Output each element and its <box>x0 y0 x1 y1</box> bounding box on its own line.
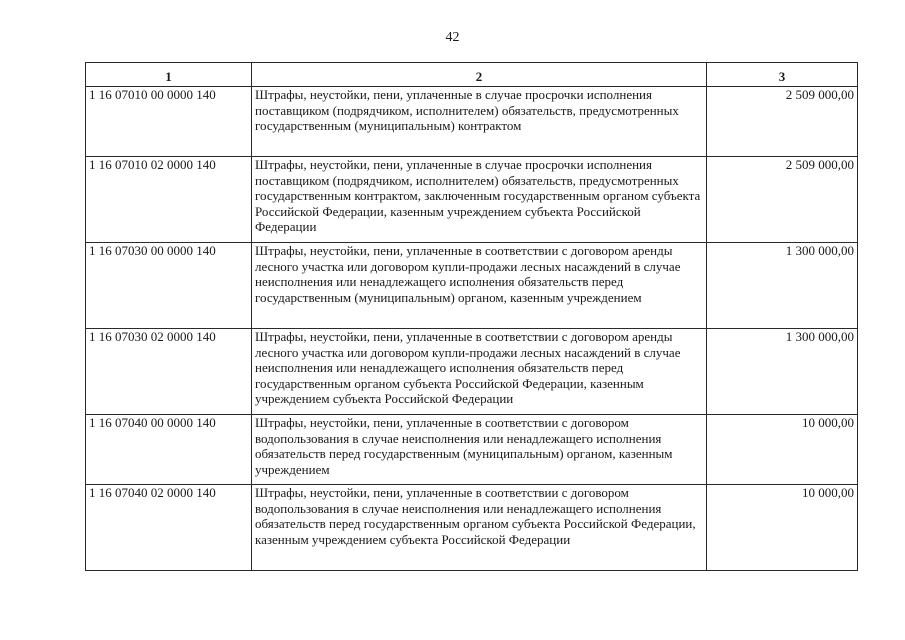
classification-code: 1 16 07010 00 0000 140 <box>86 87 252 157</box>
revenue-description: Штрафы, неустойки, пени, уплаченные в соответствии с договором аренды лесного участка или договором купли-продажи лесных насаждений в случае неисполнения или ненадлежащего исполнения обязательств перед государственным (муниципальным) органом, казенным учреждением <box>252 243 707 329</box>
revenue-description: Штрафы, неустойки, пени, уплаченные в соответствии с договором водопользования в случае неисполнения или ненадлежащего исполнения обязательств перед государственным органом субъекта Российской Федерации, казенным учреждением субъекта Российской Федерации <box>252 485 707 571</box>
table-header-row <box>86 63 858 87</box>
table-row <box>86 415 858 485</box>
classification-code: 1 16 07040 02 0000 140 <box>86 485 252 571</box>
classification-code: 1 16 07030 00 0000 140 <box>86 243 252 329</box>
revenue-description: Штрафы, неустойки, пени, уплаченные в соответствии с договором водопользования в случае неисполнения или ненадлежащего исполнения обязательств перед государственным (муниципальным) органом, казенным учреждением <box>252 415 707 485</box>
page-number: 42 <box>445 30 460 45</box>
revenue-amount: 1 300 000,00 <box>707 329 858 415</box>
classification-code: 1 16 07040 00 0000 140 <box>86 415 252 485</box>
revenue-amount: 10 000,00 <box>707 415 858 485</box>
table-row <box>86 485 858 571</box>
table-row <box>86 157 858 243</box>
classification-code: 1 16 07010 02 0000 140 <box>86 157 252 243</box>
table-row <box>86 243 858 329</box>
revenue-description: Штрафы, неустойки, пени, уплаченные в случае просрочки исполнения поставщиком (подрядчиком, исполнителем) обязательств, предусмотренных государственным (муниципальным) контрактом <box>252 87 707 157</box>
classification-code: 1 16 07030 02 0000 140 <box>86 329 252 415</box>
revenue-description: Штрафы, неустойки, пени, уплаченные в случае просрочки исполнения поставщиком (подрядчиком, исполнителем) обязательств, предусмотренных государственным контрактом, заключенным государственным органом субъекта Российской Федерации, казенным учреждением субъекта Российской Федерации <box>252 157 707 243</box>
column-header-amount: 3 <box>707 63 858 87</box>
table-row <box>86 329 858 415</box>
revenue-amount: 10 000,00 <box>707 485 858 571</box>
revenue-amount: 2 509 000,00 <box>707 157 858 243</box>
budget-revenue-table <box>85 62 858 571</box>
revenue-description: Штрафы, неустойки, пени, уплаченные в соответствии с договором аренды лесного участка или договором купли-продажи лесных насаждений в случае неисполнения или ненадлежащего исполнения обязательств перед государственным органом субъекта Российской Федерации, казенным учреждением субъекта Российской Федерации <box>252 329 707 415</box>
table-row <box>86 87 858 157</box>
column-header-description: 2 <box>252 63 707 87</box>
revenue-amount: 1 300 000,00 <box>707 243 858 329</box>
revenue-amount: 2 509 000,00 <box>707 87 858 157</box>
column-header-code: 1 <box>86 63 252 87</box>
